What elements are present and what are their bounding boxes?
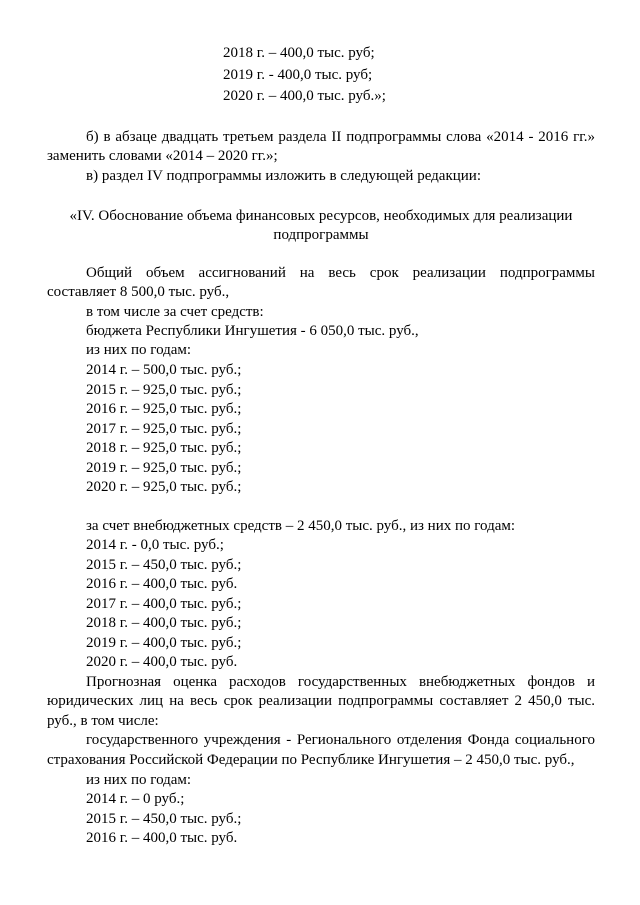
section-heading-line-1: «IV. Обоснование объема финансовых ресурсов, необходимых для реализации: [69, 208, 573, 224]
institution-year-2014: 2014 г. – 0 руб.;: [86, 791, 185, 807]
total-line-2: составляет 8 500,0 тыс. руб.,: [47, 284, 230, 300]
budget-republic: бюджета Республики Ингушетия - 6 050,0 тыс. руб.,: [86, 323, 419, 339]
institution-year-2015: 2015 г. – 450,0 тыс. руб.;: [86, 811, 242, 827]
forecast-line-1: Прогнозная оценка расходов государственных внебюджетных фондов и: [86, 674, 595, 690]
budget-year-2018: 2018 г. – 925,0 тыс. руб.;: [86, 440, 242, 456]
forecast-line-3: руб., в том числе:: [47, 713, 159, 729]
budget-year-2015: 2015 г. – 925,0 тыс. руб.;: [86, 382, 242, 398]
total-line-1: Общий объем ассигнований на весь срок реализации подпрограммы: [86, 265, 595, 281]
institution-line-2: страхования Российской Федерации по Республике Ингушетия – 2 450,0 тыс. руб.,: [47, 752, 575, 768]
extrabudget-year-2015: 2015 г. – 450,0 тыс. руб.;: [86, 557, 242, 573]
budget-year-2020: 2020 г. – 925,0 тыс. руб.;: [86, 479, 242, 495]
extrabudget-year-2017: 2017 г. – 400,0 тыс. руб.;: [86, 596, 242, 612]
of-which-years-label-2: из них по годам:: [86, 772, 192, 788]
of-which-years-label: из них по годам:: [86, 342, 192, 358]
extrabudget-year-2018: 2018 г. – 400,0 тыс. руб.;: [86, 615, 242, 631]
intro-year-2019: 2019 г. - 400,0 тыс. руб;: [223, 67, 373, 83]
section-heading-line-2: подпрограммы: [273, 227, 369, 243]
extrabudget-header: за счет внебюджетных средств – 2 450,0 тыс. руб., из них по годам:: [86, 518, 516, 534]
intro-year-2018: 2018 г. – 400,0 тыс. руб;: [223, 45, 375, 61]
extrabudget-year-2020: 2020 г. – 400,0 тыс. руб.: [86, 654, 238, 670]
extrabudget-year-2014: 2014 г. - 0,0 тыс. руб.;: [86, 537, 224, 553]
extrabudget-year-2019: 2019 г. – 400,0 тыс. руб.;: [86, 635, 242, 651]
extrabudget-year-2016: 2016 г. – 400,0 тыс. руб.: [86, 576, 238, 592]
budget-year-2017: 2017 г. – 925,0 тыс. руб.;: [86, 421, 242, 437]
intro-year-2020: 2020 г. – 400,0 тыс. руб.»;: [223, 88, 386, 104]
institution-line-1: государственного учреждения - Регионального отделения Фонда социального: [86, 732, 595, 748]
budget-year-2016: 2016 г. – 925,0 тыс. руб.;: [86, 401, 242, 417]
budget-year-2019: 2019 г. – 925,0 тыс. руб.;: [86, 460, 242, 476]
amendment-b-line-2: заменить словами «2014 – 2020 гг.»;: [47, 148, 278, 164]
amendment-b-line-1: б) в абзаце двадцать третьем раздела II подпрограммы слова «2014 - 2016 гг.»: [86, 129, 595, 145]
budget-year-2014: 2014 г. – 500,0 тыс. руб.;: [86, 362, 242, 378]
institution-year-2016: 2016 г. – 400,0 тыс. руб.: [86, 830, 238, 846]
amendment-c: в) раздел IV подпрограммы изложить в следующей редакции:: [86, 168, 481, 184]
forecast-line-2: юридических лиц на весь срок реализации подпрограммы составляет 2 450,0 тыс.: [47, 693, 595, 709]
including-sources: в том числе за счет средств:: [86, 304, 264, 320]
